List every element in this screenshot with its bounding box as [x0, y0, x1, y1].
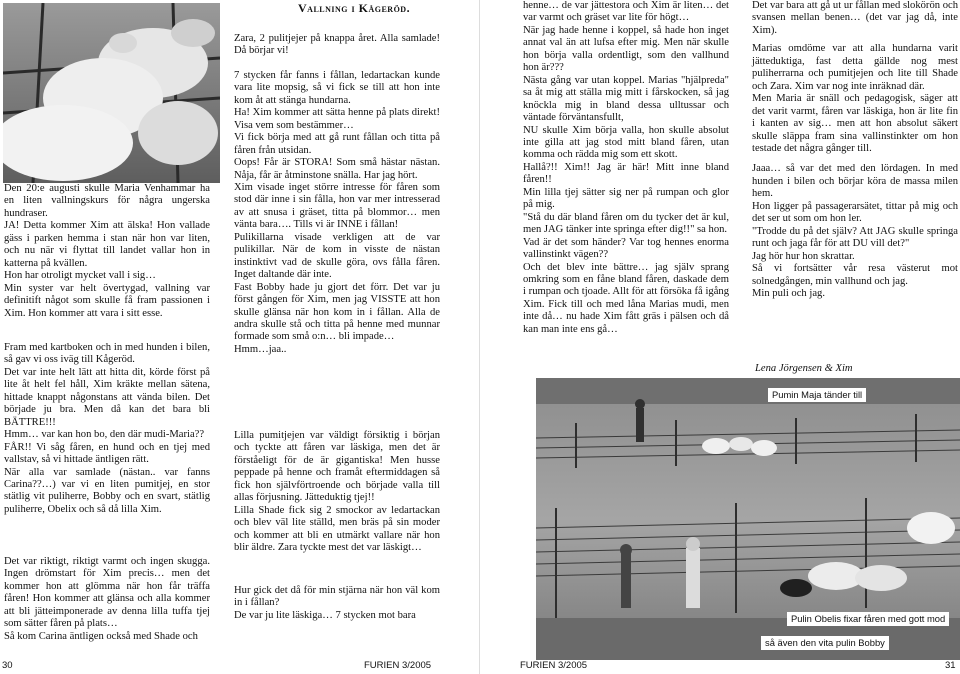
- paragraph: Fram med kartboken och in med hunden i bilen, så gav vi oss iväg till Kågeröd.: [4, 342, 210, 366]
- paragraph: Det var bara att gå ut ur fållan med slokörön och svansen mellan benen… (det var jag då, inte Xim).: [752, 0, 958, 36]
- paragraph: När alla var samlade (nästan.. var fanns Carina??…) var vi en liten pumitjej, en stor stätlig vit puliherre, Bobby och en svart, stätlig puliherre, Obelix och så då lilla Xim.: [4, 466, 210, 515]
- paragraph: henne… de var jättestora och Xim är liten… det var varmt och gräset var lite för högt…: [523, 0, 729, 24]
- paragraph: Jag hör hur hon skrattar.: [752, 250, 855, 262]
- paragraph: "Trodde du på det själv? Att JAG skulle springa runt och jaga får för att DU vill det?": [752, 225, 958, 250]
- column-2-bottom: [234, 585, 440, 622]
- column-1-top: [4, 183, 210, 320]
- paragraph: Ha! Xim kommer att sätta henne på plats direkt! Visa vem som bestämmer…: [234, 107, 440, 131]
- column-4: [752, 0, 958, 300]
- column-1-bottom: [4, 556, 210, 643]
- paragraph: Hon ligger på passagerarsätet, tittar på mig och det ser ut som om hon ler.: [752, 200, 958, 225]
- paragraph: Hur gick det då för min stjärna när hon väl kom in i fållan?: [234, 585, 440, 609]
- paragraph: När jag hade henne i koppel, så hade hon inget annat val än att lufsa efter mig. Men när skulle hon börja valla ordentligt, som den vallhund hon är???: [523, 24, 729, 74]
- paragraph: Marias omdöme var att alla hundarna varit jätteduktiga, fast detta gällde nog mest puliherrarna och pumitjejen och lite till Shade och Zara. Xim var nog inte inräknad där.: [752, 43, 958, 92]
- page-number-right: 31: [945, 660, 956, 671]
- paragraph: Min syster var helt övertygad, vallning var definitift något som skulle få fram passionen i Xim. Hon kommer att vara i sitt esse.: [4, 282, 210, 319]
- paragraph: Det var riktigt, riktigt varmt och ingen skugga. Ingen drömstart för Xim precis… men det kommer hon att glömma när hon får träffa fåren! Hon kommer att glänsa och alla kommer att bli jätteimponerade av denna lilla tuffa tjej som sätter fåren på plats…: [4, 556, 210, 630]
- paragraph: Xim visade inget större intresse för fåren som stod där inne i sin fålla, hon var mer intresserad av att snusa i gräset, titta på blommor… men vänta bara…. Tills vi är INNE i fållan!: [234, 181, 440, 231]
- paragraph: Pulikillarna visade verkligen att de var pulikillar. När de kom in visste de nästan instinktivt vad de skulle göra, ovs fålla fåren. Inget daltande där inte.: [234, 231, 440, 281]
- paragraph: Den 20:e augusti skulle Maria Venhammar ha en liten vallningskurs för några ungerska hundraser.: [4, 183, 210, 219]
- paragraph: Så kom Carina äntligen också med Shade och: [4, 630, 198, 642]
- paragraph: NU skulle Xim börja valla, hon skulle absolut inte gilla att jag stod mitt bland fåren, utan komma och rädda mig som ett skott.: [523, 124, 729, 161]
- paragraph: Det var inte helt lätt att hitta dit, körde först på lite åt helt fel håll, Xim kräkte mellan sätena, hittade knappt någonstans att vända bilen. Det började ju bra. Men då kan det bara bli BÄTTRE!!!: [4, 366, 210, 428]
- paragraph: Hon har otroligt mycket vall i sig…: [4, 270, 156, 282]
- paragraph: Min lilla tjej sätter sig ner på rumpan och glor på mig.: [523, 186, 729, 211]
- article-signature: Lena Jörgensen & Xim: [755, 363, 853, 374]
- paragraph: Min puli och jag.: [752, 287, 825, 299]
- paragraph: Fast Bobby hade ju gjort det förr. Det var ju först gången för Xim, men jag VISSTE att hon skulle glänsa när hon kom in i fållan. Alla de andra skulle stå och titta på henne med munnar formade som små o:n… bli impade…: [234, 281, 440, 343]
- paragraph: Oops! Får är STORA! Som små hästar nästan. Nåja, får är åtminstone snälla. Har jag hört.: [234, 157, 440, 181]
- right-page: [480, 0, 960, 674]
- article-title: Vallning i Kågeröd.: [298, 1, 411, 15]
- paragraph: Lilla Shade fick sig 2 smockor av ledartackan och blev väl lite ställd, men bräs på sin moder och kommer att bli en utmärkt vallare när hon blir äldre. Zara tyckte mest det var läskigt…: [234, 504, 440, 554]
- paragraph: Jaaa… så var det med den lördagen. In med hunden i bilen och börjar köra de massa milen hem.: [752, 163, 958, 200]
- photo-caption-pulin: Pulin Obelis fixar fåren med gott mod: [787, 612, 949, 626]
- page-number-left: 30: [2, 660, 13, 671]
- paragraph: Hmm…jaa..: [234, 343, 287, 355]
- photo-caption-pumin: Pumin Maja tänder till: [768, 388, 866, 402]
- column-2-middle: [234, 430, 440, 555]
- paragraph: FÅR!! Vi såg fåren, en hund och en tjej med vallstav, så vi hittade äntligen rätt.: [4, 441, 210, 466]
- paragraph: Så vi fortsätter vår resa västerut mot solnedgången, min vallhund och jag.: [752, 263, 958, 287]
- paragraph: Vi fick börja med att gå runt fållan och titta på fåren från utsidan.: [234, 132, 440, 156]
- paragraph: "Stå du där bland fåren om du tycker det är kul, men JAG tänker inte springa efter dig!!" sa hon.: [523, 211, 729, 236]
- paragraph: Men Maria är snäll och pedagogisk, säger att det varit varmt, fåren var läskiga, hon är lite fin i kanten av sig… men att hon absolut säkert skulle släppa fram sina vallinstinkter om hon testade det några gånger till.: [752, 93, 958, 154]
- column-1-middle: [4, 342, 210, 516]
- paragraph: Hmm… var kan hon bo, den där mudi-Maria??: [4, 429, 205, 441]
- magazine-issue-right: FURIEN 3/2005: [520, 660, 588, 671]
- paragraph: De var ju lite läskiga… 7 stycken mot bara: [234, 609, 416, 621]
- photo-caption-bobby: så även den vita pulin Bobby: [761, 636, 889, 650]
- paragraph: Zara, 2 pulitjejer på knappa året. Alla samlade! Då börjar vi!: [234, 33, 440, 57]
- paragraph: Nästa gång var utan koppel. Marias "hjälpreda" sa åt mig att ställa mig mitt i fårskocken, så jag knöckla mig in bland dessa ulltussar och väntade förväntansfullt,: [523, 74, 729, 124]
- paragraph: Hallå?!! Xim!! Jag är här! Mitt inne bland fåren!!: [523, 161, 729, 186]
- sheep-photo: [3, 3, 220, 183]
- column-2-top: [234, 33, 440, 356]
- paragraph: JA! Detta kommer Xim att älska! Hon vallade gäss i parken hemma i stan när hon var liten, och nu när vi flyttat till landet vallar hon in katterna på kvällen.: [4, 220, 210, 269]
- column-3: [523, 0, 729, 336]
- magazine-issue-left: FURIEN 3/2005: [364, 660, 432, 671]
- paragraph: 7 stycken får fanns i fållan, ledartackan kunde vara lite mopsig, så vi fick se till att hon inte kom åt att stänga hundarna.: [234, 69, 440, 106]
- paragraph: Och det blev inte bättre… jag själv sprang omkring som en fåne bland fåren, daskade dem i rumpan och tjoade. Allt för att försöka få igång Xim. Fick till och med låna Marias mudi, men inte då… nu hade Xim fått gräs i pälsen och då kan man inte ens gå…: [523, 261, 729, 335]
- paragraph: Vad är det som händer? Var tog hennes enorma vallinstinkt vägen??: [523, 236, 729, 261]
- paragraph: Lilla pumitjejen var väldigt försiktig i början och tyckte att fåren var läskiga, men det är förståeligt för de är gigantiska! Men husse peppade på henne och framåt eftermiddagen så fick hon självförtroende och började valla till allas förjusning. Jätteduktig tjej!!: [234, 430, 440, 504]
